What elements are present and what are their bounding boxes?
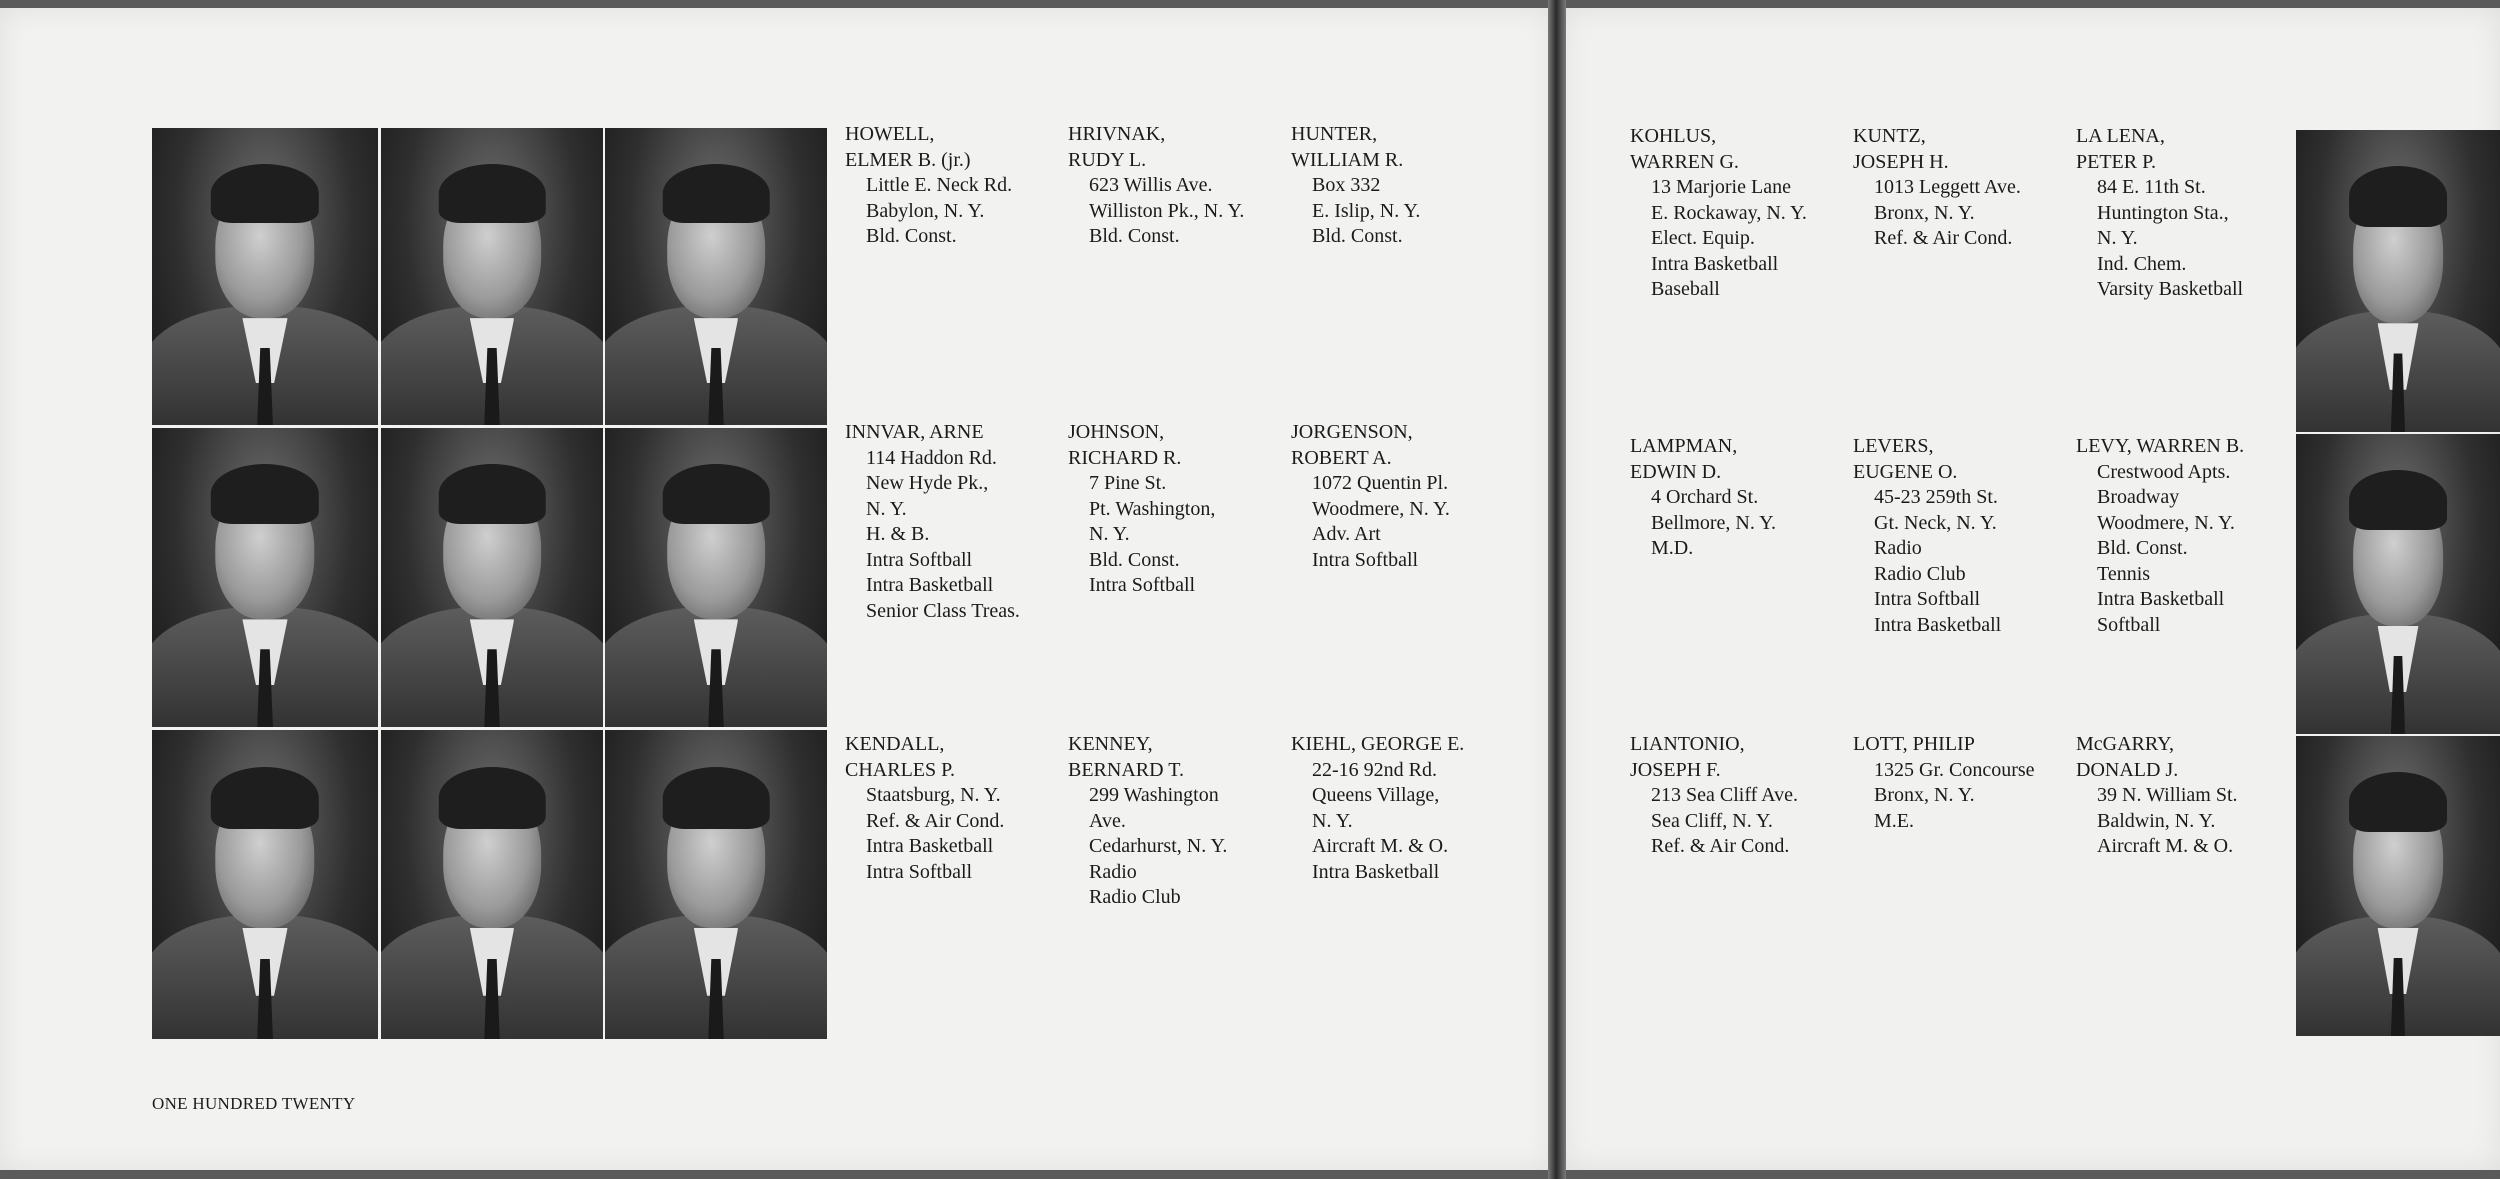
- student-entry: [845, 122, 1012, 250]
- student-detail-line: 39 N. William St.: [2097, 784, 2238, 806]
- portrait-photo: [381, 730, 603, 1039]
- student-detail-line: Williston Pk., N. Y.: [1089, 199, 1245, 222]
- student-given-name: WARREN G.: [1630, 150, 1739, 173]
- student-detail-line: Bellmore, N. Y.: [1651, 511, 1776, 534]
- student-detail-line: E. Islip, N. Y.: [1312, 199, 1421, 222]
- student-detail-line: Aircraft M. & O.: [2097, 835, 2234, 857]
- student-given-name: PETER P.: [2076, 150, 2157, 173]
- student-entry: [2076, 732, 2238, 860]
- student-detail-line: Woodmere, N. Y.: [2097, 511, 2235, 534]
- student-surname: LA LENA,: [2076, 125, 2165, 147]
- student-entry: [1853, 732, 2035, 834]
- student-detail-line: Intra Basketball: [2097, 588, 2225, 610]
- student-entry: [2076, 124, 2243, 303]
- student-detail-line: 299 Washington: [1089, 784, 1219, 806]
- student-detail-line: 114 Haddon Rd.: [866, 446, 997, 469]
- book-gutter: [1548, 0, 1566, 1179]
- student-given-name: RUDY L.: [1068, 148, 1147, 171]
- student-surname: HRIVNAK,: [1068, 123, 1166, 145]
- student-detail-line: Intra Basketball: [1312, 860, 1440, 883]
- student-detail-line: Intra Basketball: [866, 835, 994, 857]
- student-detail-line: Radio Club: [1089, 886, 1181, 908]
- student-detail-line: M.E.: [1874, 809, 1914, 832]
- student-entry: [1853, 124, 2021, 252]
- student-entry: [1853, 434, 2001, 638]
- student-detail-line: 1013 Leggett Ave.: [1874, 176, 2021, 198]
- student-entry: [1291, 732, 1464, 885]
- portrait-photo: [152, 428, 378, 727]
- student-entry: [1068, 122, 1244, 250]
- student-given-name: ROBERT A.: [1291, 446, 1392, 469]
- student-given-name: EDWIN D.: [1630, 460, 1722, 483]
- student-detail-line: Tennis: [2097, 562, 2151, 585]
- student-detail-line: Intra Basketball: [866, 574, 994, 596]
- student-surname: JOHNSON,: [1068, 421, 1165, 443]
- student-detail-line: Little E. Neck Rd.: [866, 174, 1013, 196]
- portrait-photo: [2296, 434, 2500, 734]
- student-surname: KIEHL, GEORGE E.: [1291, 733, 1465, 755]
- portrait-photo: [2296, 130, 2500, 432]
- student-detail-line: Adv. Art: [1312, 523, 1381, 545]
- student-detail-line: Bronx, N. Y.: [1874, 201, 1975, 224]
- portrait-photo: [605, 730, 827, 1039]
- student-detail-line: Bld. Const.: [866, 225, 957, 247]
- student-detail-line: Pt. Washington,: [1089, 497, 1216, 520]
- portrait-photo: [381, 428, 603, 727]
- student-given-name: BERNARD T.: [1068, 758, 1184, 781]
- student-detail-line: 1325 Gr. Concourse: [1874, 758, 2035, 781]
- portrait-photo: [381, 128, 603, 425]
- student-detail-line: 1072 Quentin Pl.: [1312, 472, 1449, 494]
- student-detail-line: 84 E. 11th St.: [2097, 176, 2206, 198]
- student-detail-line: Woodmere, N. Y.: [1312, 497, 1450, 520]
- student-surname: KOHLUS,: [1630, 125, 1717, 147]
- student-detail-line: Huntington Sta.,: [2097, 201, 2229, 224]
- student-surname: JORGENSON,: [1291, 421, 1413, 443]
- student-detail-line: 7 Pine St.: [1089, 472, 1167, 494]
- student-detail-line: Bld. Const.: [1312, 225, 1403, 247]
- student-detail-line: Intra Softball: [1874, 588, 1981, 610]
- student-detail-line: Babylon, N. Y.: [866, 199, 985, 222]
- student-detail-line: Senior Class Treas.: [866, 599, 1020, 622]
- student-detail-line: Ref. & Air Cond.: [1651, 835, 1790, 857]
- student-given-name: ELMER B. (jr.): [845, 148, 971, 171]
- student-detail-line: Bld. Const.: [1089, 548, 1180, 571]
- student-entry: [1630, 732, 1798, 860]
- student-given-name: JOSEPH F.: [1630, 758, 1721, 781]
- student-detail-line: N. Y.: [1089, 523, 1130, 545]
- student-given-name: CHARLES P.: [845, 758, 956, 781]
- student-detail-line: Aircraft M. & O.: [1312, 835, 1449, 857]
- student-entry: [845, 420, 1020, 624]
- student-detail-line: Bronx, N. Y.: [1874, 784, 1975, 806]
- page-number-folio: ONE HUNDRED TWENTY: [152, 1094, 356, 1113]
- student-surname: McGARRY,: [2076, 733, 2174, 755]
- student-detail-line: Gt. Neck, N. Y.: [1874, 511, 1997, 534]
- student-surname: HOWELL,: [845, 123, 935, 145]
- student-entry: [1630, 124, 1807, 303]
- student-detail-line: E. Rockaway, N. Y.: [1651, 201, 1807, 224]
- student-detail-line: 623 Willis Ave.: [1089, 174, 1213, 196]
- student-given-name: EUGENE O.: [1853, 460, 1958, 483]
- student-entry: [1291, 420, 1450, 573]
- student-surname: KENDALL,: [845, 733, 945, 755]
- student-detail-line: Sea Cliff, N. Y.: [1651, 809, 1773, 832]
- student-surname: KENNEY,: [1068, 733, 1153, 755]
- student-surname: LAMPMAN,: [1630, 435, 1738, 457]
- student-detail-line: M.D.: [1651, 537, 1694, 559]
- student-detail-line: Intra Basketball: [1874, 613, 2002, 636]
- student-detail-line: Ind. Chem.: [2097, 252, 2187, 275]
- student-detail-line: H. & B.: [866, 523, 930, 545]
- student-detail-line: 45-23 259th St.: [1874, 486, 1998, 508]
- student-detail-line: Baldwin, N. Y.: [2097, 809, 2216, 832]
- student-detail-line: Baseball: [1651, 278, 1720, 300]
- student-surname: LEVERS,: [1853, 435, 1934, 457]
- student-detail-line: Radio: [1874, 537, 1922, 559]
- portrait-photo: [2296, 736, 2500, 1036]
- student-surname: LEVY, WARREN B.: [2076, 435, 2245, 457]
- student-detail-line: Radio: [1089, 860, 1137, 883]
- student-entry: [1291, 122, 1420, 250]
- student-detail-line: Intra Softball: [1312, 548, 1419, 571]
- student-given-name: WILLIAM R.: [1291, 148, 1404, 171]
- student-detail-line: Softball: [2097, 613, 2161, 636]
- student-detail-line: Box 332: [1312, 174, 1381, 196]
- student-surname: INNVAR, ARNE: [845, 421, 984, 443]
- student-detail-line: N. Y.: [866, 497, 907, 520]
- student-detail-line: Bld. Const.: [1089, 225, 1180, 247]
- portrait-photo: [152, 128, 378, 425]
- portrait-photo: [152, 730, 378, 1039]
- student-detail-line: Crestwood Apts.: [2097, 460, 2231, 483]
- student-surname: LIANTONIO,: [1630, 733, 1745, 755]
- student-detail-line: Radio Club: [1874, 562, 1966, 585]
- student-given-name: RICHARD R.: [1068, 446, 1182, 469]
- student-detail-line: Ave.: [1089, 809, 1126, 832]
- student-detail-line: 213 Sea Cliff Ave.: [1651, 784, 1799, 806]
- student-detail-line: New Hyde Pk.,: [866, 472, 989, 494]
- student-surname: LOTT, PHILIP: [1853, 733, 1975, 755]
- student-detail-line: Queens Village,: [1312, 784, 1440, 806]
- student-given-name: JOSEPH H.: [1853, 150, 1949, 173]
- student-detail-line: Intra Softball: [866, 548, 973, 571]
- student-detail-line: N. Y.: [1312, 809, 1353, 832]
- student-detail-line: Cedarhurst, N. Y.: [1089, 835, 1228, 857]
- student-entry: [2076, 434, 2244, 638]
- student-detail-line: Intra Basketball: [1651, 252, 1779, 275]
- student-entry: [1068, 420, 1215, 599]
- portrait-photo: [605, 128, 827, 425]
- student-detail-line: 4 Orchard St.: [1651, 486, 1759, 508]
- student-detail-line: 13 Marjorie Lane: [1651, 176, 1791, 198]
- portrait-photo: [605, 428, 827, 727]
- student-entry: [1068, 732, 1227, 911]
- student-detail-line: Ref. & Air Cond.: [866, 809, 1005, 832]
- student-entry: [845, 732, 1004, 885]
- student-detail-line: Broadway: [2097, 486, 2180, 508]
- student-detail-line: Varsity Basketball: [2097, 278, 2244, 300]
- student-detail-line: 22-16 92nd Rd.: [1312, 758, 1437, 781]
- student-entry: [1630, 434, 1776, 562]
- student-surname: KUNTZ,: [1853, 125, 1926, 147]
- student-detail-line: Intra Softball: [866, 860, 973, 883]
- student-detail-line: Intra Softball: [1089, 574, 1196, 596]
- student-detail-line: Bld. Const.: [2097, 537, 2188, 559]
- student-detail-line: Elect. Equip.: [1651, 227, 1755, 249]
- student-surname: HUNTER,: [1291, 123, 1378, 145]
- student-detail-line: Ref. & Air Cond.: [1874, 227, 2013, 249]
- student-detail-line: N. Y.: [2097, 227, 2138, 249]
- student-given-name: DONALD J.: [2076, 758, 2179, 781]
- student-detail-line: Staatsburg, N. Y.: [866, 784, 1001, 806]
